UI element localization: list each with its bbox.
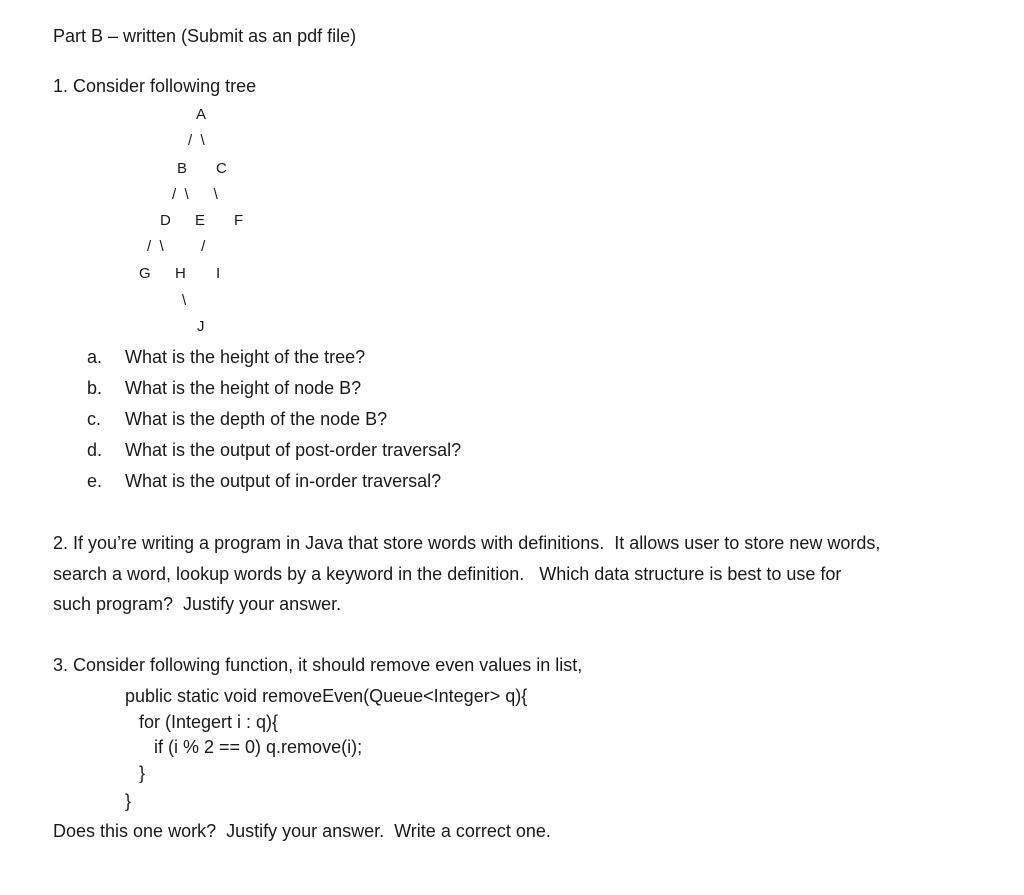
item-letter-e: e. — [87, 471, 103, 491]
tree-node-h: H — [175, 265, 186, 282]
tree-node-a: A — [196, 106, 207, 123]
question-2-line-1: 2. If you’re writing a program in Java that store words with definitions. It allows user to store new words, — [53, 533, 881, 553]
item-letter-c: c. — [87, 409, 102, 429]
page-title: Part B – written (Submit as an pdf file) — [53, 26, 357, 46]
tree-node-g: G — [139, 265, 151, 282]
item-text-e: What is the output of in-order traversal? — [125, 471, 442, 491]
tree-edges-a: / \ — [188, 132, 205, 149]
question-1-prompt: 1. Consider following tree — [53, 76, 257, 96]
code-line-1: public static void removeEven(Queue<Integer> q){ — [125, 686, 528, 706]
item-letter-a: a. — [87, 347, 103, 367]
tree-node-d: D — [160, 212, 171, 229]
code-line-2: for (Integert i : q){ — [139, 712, 279, 732]
tree-node-c: C — [216, 160, 227, 177]
question-3-followup: Does this one work? Justify your answer. Write a correct one. — [53, 821, 551, 841]
item-letter-b: b. — [87, 378, 103, 398]
code-line-4: } — [139, 763, 146, 783]
item-text-d: What is the output of post-order traversal? — [125, 440, 462, 460]
code-line-3: if (i % 2 == 0) q.remove(i); — [154, 737, 363, 757]
tree-node-i: I — [216, 265, 221, 282]
code-line-5: } — [125, 791, 132, 811]
question-2-line-3: such program? Justify your answer. — [53, 594, 342, 614]
tree-node-f: F — [234, 212, 244, 229]
tree-node-e: E — [195, 212, 206, 229]
item-text-a: What is the height of the tree? — [125, 347, 366, 367]
tree-node-b: B — [177, 160, 188, 177]
tree-node-j: J — [197, 318, 205, 335]
item-text-c: What is the depth of the node B? — [125, 409, 388, 429]
item-letter-d: d. — [87, 440, 103, 460]
item-text-b: What is the height of node B? — [125, 378, 362, 398]
tree-edges-bc: / \ \ — [172, 186, 218, 203]
question-3-prompt: 3. Consider following function, it should remove even values in list, — [53, 655, 583, 675]
tree-edge-h: \ — [182, 292, 187, 309]
question-2-line-2: search a word, lookup words by a keyword in the definition. Which data structure is best to use for — [53, 564, 842, 584]
tree-edges-df: / \ / — [147, 238, 206, 255]
